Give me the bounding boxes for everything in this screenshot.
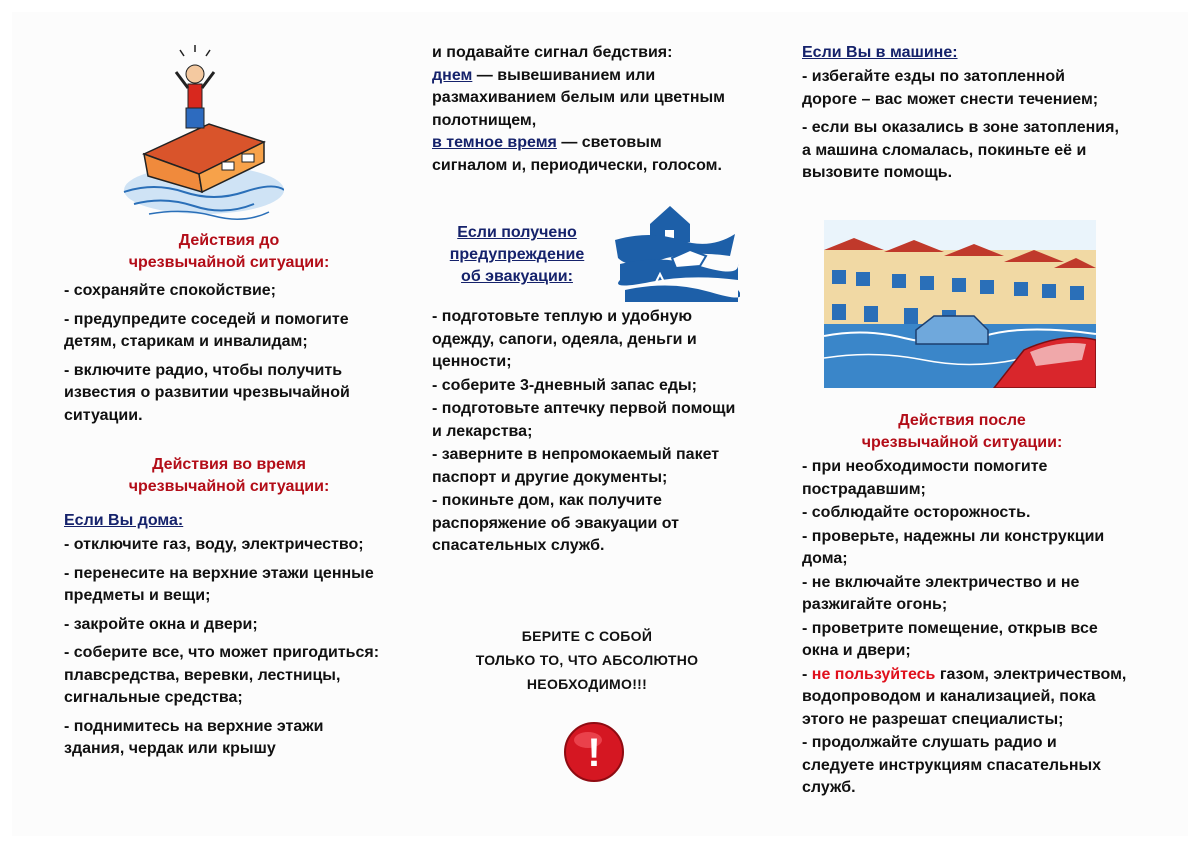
after-heading-line1: Действия после — [898, 412, 1026, 429]
car-list — [802, 66, 1122, 191]
list-item: - сохраняйте спокойствие; — [64, 282, 277, 299]
evacuation-icon — [610, 194, 740, 306]
day-label: днем — [432, 66, 473, 84]
list-item: - при необходимости помогите пострадавшим; — [802, 458, 1048, 498]
list-item: - избегайте езды по затопленной дороге – вас может снести течением; — [802, 68, 1099, 108]
evac-heading-line2: предупреждение — [449, 246, 585, 263]
gas-warning-red: не пользуйтесь — [811, 665, 936, 683]
warning-icon — [562, 720, 626, 784]
list-item: - не включайте электричество и не разжигайте огонь; — [802, 573, 1080, 613]
list-item: - подготовьте аптечку первой помощи и лекарства; — [432, 400, 736, 440]
evac-list — [432, 306, 747, 559]
during-heading-line2: чрезвычайной ситуации: — [128, 478, 330, 495]
list-item: - если вы оказались в зоне затопления, а машина сломалась, покиньте её и вызовите помощь. — [802, 119, 1119, 181]
list-item: - соблюдайте осторожность. — [802, 504, 1031, 521]
flood-house-icon — [114, 42, 284, 222]
night-text: — световым сигналом и, периодически, голосом. — [432, 134, 722, 174]
after-list — [802, 456, 1132, 801]
gas-rest: газом, электричеством, водопроводом и канализацией, пока этого не разрешат специалисты; — [802, 665, 1127, 728]
leaflet-sheet — [12, 12, 1188, 836]
day-text: — вывешиванием или размахиванием белым или цветным полотнищем, — [432, 66, 725, 129]
list-item: - продолжайте слушать радио и следуете инструкциям спасательных служб. — [802, 734, 1102, 796]
take-note — [432, 624, 742, 696]
list-item: - закройте окна и двери; — [64, 615, 258, 633]
take-note-line1: БЕРИТЕ С СОБОЙ — [521, 628, 653, 644]
list-item: - подготовьте теплую и удобную одежду, сапоги, одеяла, деньги и ценности; — [432, 308, 697, 370]
take-note-line2: ТОЛЬКО ТО, ЧТО АБСОЛЮТНО — [475, 652, 699, 668]
take-note-line3: НЕОБХОДИМО!!! — [526, 676, 648, 692]
home-heading: Если Вы дома: — [64, 512, 184, 529]
list-item: - покиньте дом, как получите распоряжение об эвакуации от спасательных служб. — [432, 492, 679, 554]
gas-prefix: - — [802, 665, 812, 683]
before-list — [64, 280, 389, 433]
during-heading-line1: Действия во время — [152, 456, 306, 473]
list-item: - перенесите на верхние этажи ценные предметы и вещи; — [64, 564, 374, 604]
after-heading-line2: чрезвычайной ситуации: — [861, 434, 1063, 451]
before-heading-line2: чрезвычайной ситуации: — [128, 254, 330, 271]
list-item: - поднимитесь на верхние этажи здания, чердак или крышу — [64, 717, 324, 757]
evac-heading-line1: Если получено — [457, 224, 577, 241]
home-list — [64, 534, 384, 767]
list-item: - проверьте, надежны ли конструкции дома; — [802, 527, 1105, 567]
night-label: в темное время — [432, 134, 557, 151]
warning-symbol: ! — [587, 731, 601, 775]
car-heading: Если Вы в машине: — [802, 44, 958, 61]
flooded-street-icon — [824, 220, 1096, 388]
day-signal — [432, 65, 732, 133]
list-item — [802, 664, 1132, 732]
list-item: - предупредите соседей и помогите детям, старикам и инвалидам; — [64, 310, 349, 350]
signal-intro: и подавайте сигнал бедствия: — [432, 44, 673, 61]
list-item: - проветрите помещение, открыв все окна и двери; — [802, 619, 1098, 659]
evac-heading-line3: об эвакуации: — [461, 268, 573, 285]
before-heading-line1: Действия до — [178, 232, 280, 249]
list-item: - заверните в непромокаемый пакет паспорт и другие документы; — [432, 446, 720, 486]
list-item: - отключите газ, воду, электричество; — [64, 536, 364, 553]
list-item: - соберите все, что может пригодиться: плавсредства, веревки, лестницы, сигнальные средства; — [64, 644, 380, 706]
list-item: - включите радио, чтобы получить известия о развитии чрезвычайной ситуации. — [64, 361, 350, 424]
night-signal — [432, 132, 732, 177]
list-item: - соберите 3-дневный запас еды; — [432, 376, 697, 394]
